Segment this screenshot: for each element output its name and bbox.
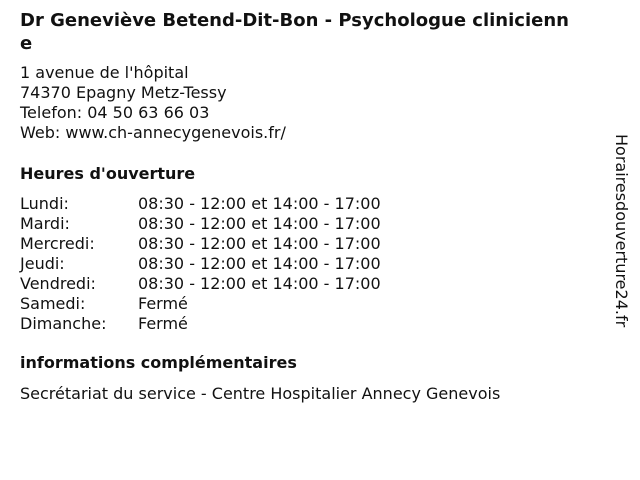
day-label: Vendredi:: [20, 274, 96, 293]
phone-number: Telefon: 04 50 63 66 03: [20, 103, 210, 122]
info-heading: informations complémentaires: [20, 353, 297, 372]
day-label: Dimanche:: [20, 314, 107, 333]
info-text: Secrétariat du service - Centre Hospitalier Annecy Genevois: [20, 384, 501, 403]
city-address: 74370 Epagny Metz-Tessy: [20, 83, 227, 102]
hours-row-sunday: [20, 314, 381, 334]
time-value: 08:30 - 12:00 et 14:00 - 17:00: [138, 234, 381, 253]
page-title: Dr Geneviève Betend-Dit-Bon - Psychologue clinicienne: [20, 10, 569, 54]
hours-row-thursday: [20, 254, 381, 274]
time-value: Fermé: [138, 314, 188, 333]
day-label: Lundi:: [20, 194, 69, 213]
day-label: Jeudi:: [20, 254, 65, 273]
day-label: Mardi:: [20, 214, 70, 233]
hours-row-friday: [20, 274, 381, 294]
hours-table: [20, 194, 381, 334]
time-value: 08:30 - 12:00 et 14:00 - 17:00: [138, 214, 381, 233]
time-value: 08:30 - 12:00 et 14:00 - 17:00: [138, 274, 381, 293]
day-label: Samedi:: [20, 294, 86, 313]
site-watermark: Horairesdouverture24.fr: [612, 134, 631, 328]
hours-row-saturday: [20, 294, 381, 314]
time-value: 08:30 - 12:00 et 14:00 - 17:00: [138, 194, 381, 213]
hours-row-monday: [20, 194, 381, 214]
address-block: [20, 63, 286, 143]
time-value: 08:30 - 12:00 et 14:00 - 17:00: [138, 254, 381, 273]
day-label: Mercredi:: [20, 234, 95, 253]
hours-row-tuesday: [20, 214, 381, 234]
time-value: Fermé: [138, 294, 188, 313]
hours-heading: Heures d'ouverture: [20, 164, 196, 183]
hours-row-wednesday: [20, 234, 381, 254]
street-address: 1 avenue de l'hôpital: [20, 63, 189, 82]
website-link[interactable]: Web: www.ch-annecygenevois.fr/: [20, 123, 286, 142]
